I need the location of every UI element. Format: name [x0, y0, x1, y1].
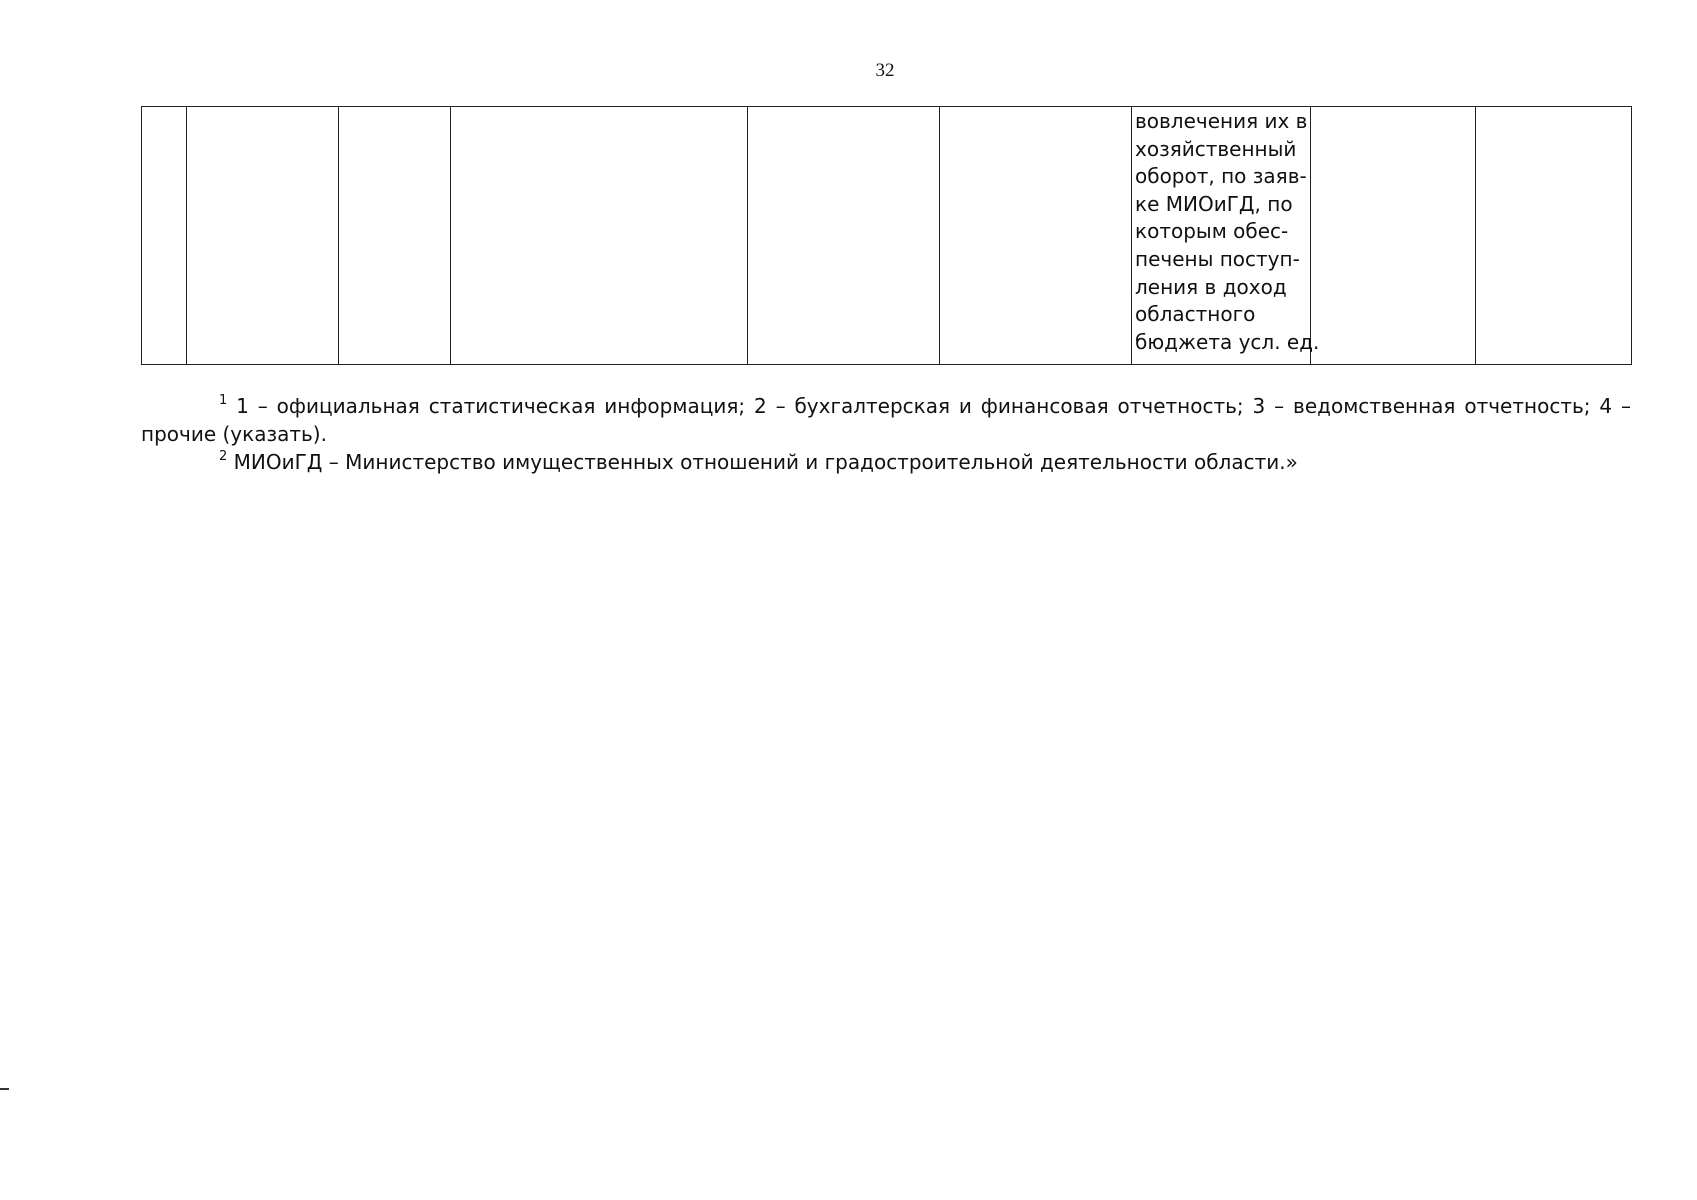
footnote-marker: 2 [219, 449, 228, 464]
cell-line: печены поступ- [1135, 246, 1300, 271]
table-cell-8 [1311, 107, 1476, 365]
page-number: 32 [875, 60, 895, 81]
footnote-text: 1 – официальная статистическая информация; 2 – бухгалтерская и финансовая отчетность; 3 – ведомственная отчетность; 4 – прочие (указать). [141, 394, 1631, 446]
footnote-marker: 1 [219, 393, 228, 408]
cell-line: ке МИОиГД, по [1135, 191, 1293, 216]
table-cell-2 [187, 107, 339, 365]
cell-line: оборот, по заяв- [1135, 164, 1307, 189]
margin-mark [0, 1088, 9, 1090]
table-cell-7 [1132, 107, 1320, 365]
cell-line: ления в доход [1135, 274, 1287, 299]
table-cell-4 [451, 107, 748, 365]
footnotes [141, 392, 1631, 476]
indicator-table [141, 106, 1632, 365]
cell-line: хозяйственный [1135, 136, 1297, 161]
footnote-2 [141, 448, 1631, 476]
footnote-text: МИОиГД – Министерство имущественных отношений и градостроительной деятельности области.» [233, 450, 1298, 474]
table-cell-5 [748, 107, 940, 365]
footnote-1 [141, 392, 1631, 448]
table-cell-9 [1476, 107, 1632, 365]
cell-line: которым обес- [1135, 219, 1289, 244]
table-cell-6 [940, 107, 1132, 365]
table-row [142, 107, 1632, 365]
table-cell-3 [339, 107, 451, 365]
cell-line: областного [1135, 302, 1256, 327]
cell-line: бюджета усл. ед. [1135, 329, 1320, 354]
cell-text-block [1132, 107, 1320, 356]
cell-line: вовлечения их в [1135, 109, 1308, 133]
table-cell-1 [142, 107, 187, 365]
